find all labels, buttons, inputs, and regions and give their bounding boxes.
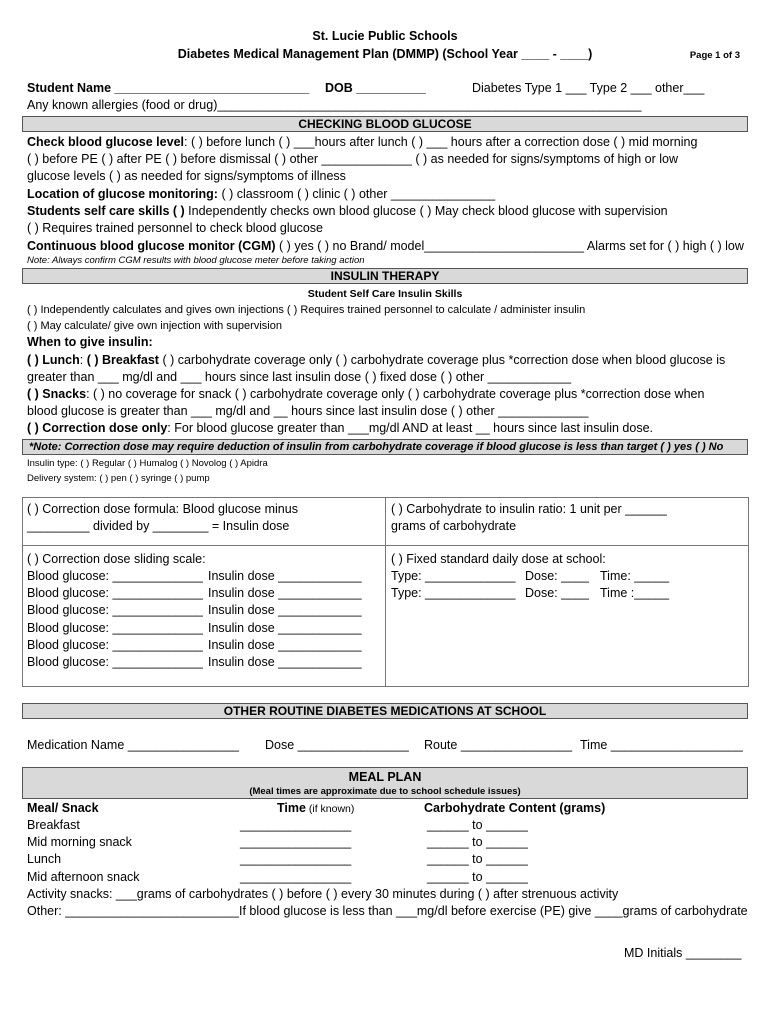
cgm-label: Continuous blood glucose monitor (CGM) [27,239,276,253]
meal-plan-subtitle: (Meal times are approximate due to school schedule issues) [249,786,521,797]
sliding-dose-5[interactable]: Insulin dose ____________ [208,638,362,652]
medication-dose-field[interactable]: Dose ________________ [265,738,409,752]
fixed-dose-1[interactable]: Dose: ____ [525,569,589,583]
insulin-skills-subtitle: Student Self Care Insulin Skills [307,288,463,300]
meal-carb-mid-afternoon[interactable]: ______ to ______ [427,870,528,884]
dob-field[interactable]: DOB __________ [325,81,426,95]
carb-ratio-line1[interactable]: ( ) Carbohydrate to insulin ratio: 1 unit per ______ [391,502,667,516]
location-label: Location of glucose monitoring: [27,187,218,201]
sliding-dose-2[interactable]: Insulin dose ____________ [208,586,362,600]
insulin-type-line[interactable]: Insulin type: ( ) Regular ( ) Humalog ( ) Novolog ( ) Apidra [27,458,268,469]
snacks-options: : ( ) no coverage for snack ( ) carbohydrate coverage only ( ) carbohydrate coverage plus *correction dose when [86,387,705,401]
selfcare-options: Independently checks own blood glucose ( ) May check blood glucose with supervision [184,204,668,218]
other-exercise-line[interactable]: Other: _________________________If blood glucose is less than ___mg/dl before exercise (PE) give ____grams of carbohydrate [27,904,748,918]
selfcare-line2[interactable]: ( ) Requires trained personnel to check blood glucose [27,221,324,235]
sliding-bg-6[interactable]: Blood glucose: _____________ [27,655,203,669]
meal-carb-breakfast[interactable]: ______ to ______ [427,818,528,832]
sliding-row-1[interactable] [27,568,362,585]
sliding-dose-1[interactable]: Insulin dose ____________ [208,569,362,583]
meal-col-header: Meal/ Snack [27,801,99,815]
sliding-row-4[interactable] [27,620,362,637]
location-line[interactable] [27,186,495,203]
cgm-line[interactable] [27,238,744,255]
location-options: ( ) classroom ( ) clinic ( ) other _______________ [217,187,496,201]
md-initials-field[interactable]: MD Initials ________ [624,946,742,960]
sliding-row-3[interactable] [27,602,362,619]
cgm-options: ( ) yes ( ) no Brand/ model_______________________ Alarms set for ( ) high ( ) low [275,239,744,253]
student-name-field[interactable] [27,80,309,97]
when-to-give-label: When to give insulin [27,335,149,349]
insulin-skills-line1[interactable]: ( ) Independently calculates and gives own injections ( ) Requires trained personnel to calculate / administer insulin [27,304,586,316]
sliding-row-5[interactable] [27,637,362,654]
meal-carb-lunch[interactable]: ______ to ______ [427,852,528,866]
sliding-dose-4[interactable]: Insulin dose ____________ [208,621,362,635]
lunch-line2[interactable]: greater than ___ mg/dl and ___ hours since last insulin dose ( ) fixed dose ( ) other ____________ [27,370,572,384]
meal-time-mid-morning[interactable]: ________________ [240,835,352,849]
lunch-options: ( ) carbohydrate coverage only ( ) carbohydrate coverage plus *correction dose when blood glucose is [158,353,726,367]
sliding-row-2[interactable] [27,585,362,602]
correction-formula-line2[interactable]: _________ divided by ________ = Insulin dose [27,519,290,533]
carb-ratio-line2: grams of carbohydrate [391,519,517,533]
sliding-scale-title[interactable]: ( ) Correction dose sliding scale: [27,552,206,566]
meal-row-mid-afternoon: Mid afternoon snack [27,870,140,884]
delivery-system-line[interactable]: Delivery system: ( ) pen ( ) syringe ( ) pump [27,473,210,484]
sliding-row-6[interactable] [27,654,362,671]
diabetes-type-field[interactable]: Diabetes Type 1 ___ Type 2 ___ other___ [472,81,705,95]
fixed-row-2[interactable] [391,585,669,602]
check-level-options: : ( ) before lunch ( ) ___hours after lunch ( ) ___ hours after a correction dose ( ) mid morning [184,135,698,149]
fixed-time-2[interactable]: Time :_____ [600,586,670,600]
sliding-dose-6[interactable]: Insulin dose ____________ [208,655,362,669]
school-name: St. Lucie Public Schools [312,29,458,43]
meal-plan-title: MEAL PLAN [348,770,422,784]
meal-carb-mid-morning[interactable]: ______ to ______ [427,835,528,849]
breakfast-checkbox-label: ( ) Breakfast [86,353,159,367]
page-number: Page 1 of 3 [689,50,740,61]
check-level-label: Check blood glucose level [27,135,184,149]
activity-snacks-line[interactable]: Activity snacks: ___grams of carbohydrates ( ) before ( ) every 30 minutes during ( ) after strenuous activity [27,887,619,901]
allergies-field[interactable]: Any known allergies (food or drug)_____________________________________________________________ [27,98,642,112]
fixed-type-2[interactable]: Type: _____________ [391,586,516,600]
insulin-skills-line2[interactable]: ( ) May calculate/ give own injection with supervision [27,320,282,332]
medication-name-field[interactable]: Medication Name ________________ [27,738,239,752]
when-to-give-heading [27,334,153,351]
fixed-row-1[interactable] [391,568,669,585]
meal-time-breakfast[interactable]: ________________ [240,818,352,832]
sliding-bg-1[interactable]: Blood glucose: _____________ [27,569,203,583]
sliding-bg-4[interactable]: Blood glucose: _____________ [27,621,203,635]
check-level-line[interactable] [27,134,697,151]
snacks-line[interactable] [27,386,704,403]
carb-col-header: Carbohydrate Content (grams) [424,801,606,815]
meal-time-lunch[interactable]: ________________ [240,852,352,866]
student-name-label: Student Name ____________________________ [27,81,310,95]
time-col-label: Time [277,801,306,815]
check-level-line3[interactable]: glucose levels ( ) as needed for signs/symptoms of illness [27,169,346,183]
correction-note-bar[interactable]: *Note: Correction dose may require deduction of insulin from carbohydrate coverage if blood glucose is less than target ( ) yes ( ) No [22,439,748,455]
sliding-bg-3[interactable]: Blood glucose: _____________ [27,603,203,617]
sliding-dose-3[interactable]: Insulin dose ____________ [208,603,362,617]
fixed-time-1[interactable]: Time: _____ [600,569,670,583]
other-medications-header: OTHER ROUTINE DIABETES MEDICATIONS AT SCHOOL [22,703,748,719]
meal-time-mid-afternoon[interactable]: ________________ [240,870,352,884]
correction-formula-line1[interactable]: ( ) Correction dose formula: Blood glucose minus [27,502,298,516]
snacks-label: ( ) Snacks [27,387,87,401]
check-level-line2[interactable]: ( ) before PE ( ) after PE ( ) before dismissal ( ) other _____________ ( ) as needed for signs/symptoms of high or low [27,152,678,166]
when-to-give-colon: : [148,335,153,349]
time-col-header [277,800,354,817]
snacks-line2[interactable]: blood glucose is greater than ___ mg/dl and __ hours since last insulin dose ( ) other _____________ [27,404,589,418]
checking-blood-glucose-header: CHECKING BLOOD GLUCOSE [22,116,748,132]
lunch-separator: : [79,353,87,367]
time-col-note: (if known) [305,803,355,815]
selfcare-line[interactable] [27,203,668,220]
selfcare-label: Students self care skills ( ) [27,204,185,218]
fixed-type-1[interactable]: Type: _____________ [391,569,516,583]
dose-boxes-col-divider [385,497,386,687]
fixed-dose-2[interactable]: Dose: ____ [525,586,589,600]
fixed-dose-title[interactable]: ( ) Fixed standard daily dose at school: [391,552,606,566]
insulin-therapy-header: INSULIN THERAPY [22,268,748,284]
medication-time-field[interactable]: Time ___________________ [580,738,743,752]
correction-only-text: : For blood glucose greater than ___mg/dl AND at least __ hours since last insulin dose. [167,421,653,435]
plan-title: Diabetes Medical Management Plan (DMMP) (School Year ____ - ____) [177,47,593,61]
medication-route-field[interactable]: Route ________________ [424,738,573,752]
meal-row-lunch: Lunch [27,852,62,866]
meal-plan-header [22,767,748,799]
cgm-note: Note: Always confirm CGM results with blood glucose meter before taking action [27,255,365,266]
meal-row-mid-morning: Mid morning snack [27,835,132,849]
sliding-bg-5[interactable]: Blood glucose: _____________ [27,638,203,652]
sliding-bg-2[interactable]: Blood glucose: _____________ [27,586,203,600]
lunch-checkbox-label: ( ) Lunch [27,353,80,367]
correction-only-line[interactable] [27,420,653,437]
lunch-breakfast-line[interactable] [27,352,725,369]
correction-only-label: ( ) Correction dose only [27,421,168,435]
meal-row-breakfast: Breakfast [27,818,80,832]
